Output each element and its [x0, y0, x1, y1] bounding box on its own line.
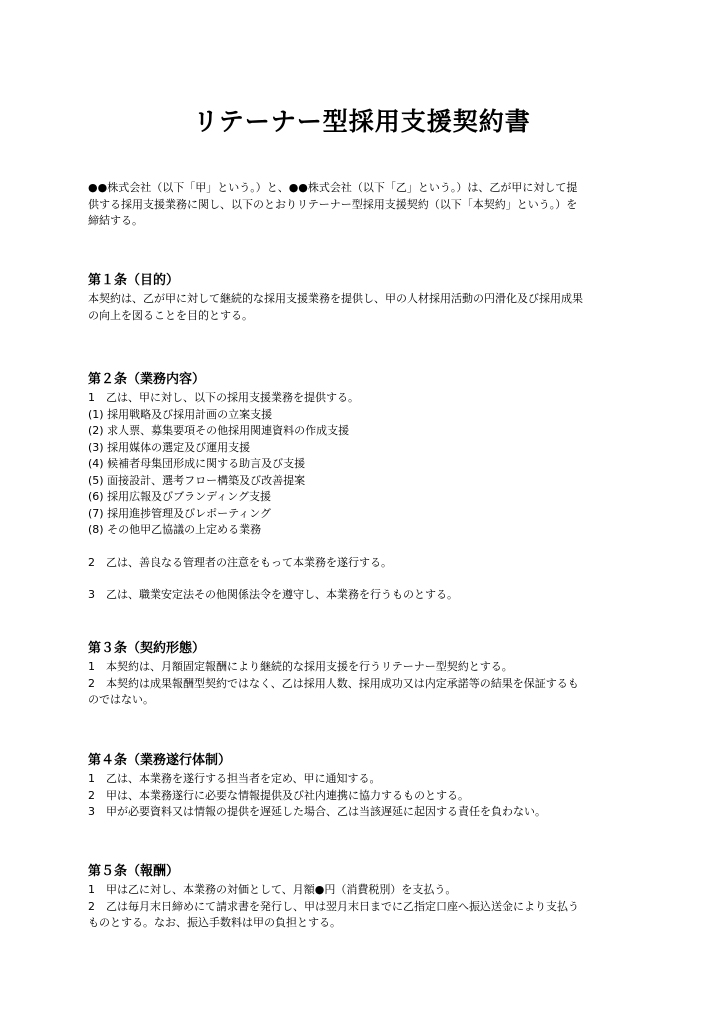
preamble-line: 締結する。 [88, 214, 143, 227]
article-5 [88, 863, 648, 932]
article-line: 2 乙は毎月末日締めにて請求書を発行し、甲は翌月末日までに乙指定口座へ振込送金により支払う [88, 899, 579, 913]
article-heading: 第４条（業務遂行体制） [88, 753, 232, 768]
article-line: 3 甲が必要資料又は情報の提供を遅延した場合、乙は当該遅延に起因する責任を負わない。 [88, 805, 546, 818]
article-heading: 第３条（契約形態） [88, 641, 206, 656]
article-1 [88, 272, 648, 324]
article-line: の向上を図ることを目的とする。 [88, 308, 253, 322]
article-line: 1 乙は、甲に対し、以下の採用支援業務を提供する。 [88, 391, 359, 404]
article-line: 本契約は、乙が甲に対して継続的な採用支援業務を提供し、甲の人材採用活動の円滑化及び採用成果 [88, 292, 583, 305]
article-4 [88, 752, 648, 821]
list-item: (5) 面接設計、選考フロー構築及び改善提案 [88, 473, 306, 487]
list-item: (8) その他甲乙協議の上定める業務 [88, 523, 262, 536]
preamble-line: ●●株式会社（以下「甲」という。）と、●●株式会社（以下「乙」という。）は、乙が甲に対して提 [88, 181, 578, 194]
preamble [88, 180, 648, 230]
article-line: 1 乙は、本業務を遂行する担当者を定め、甲に通知する。 [88, 772, 381, 785]
preamble-line: 供する採用支援業務に関し、以下のとおりリテーナー型採用支援契約（以下「本契約」という。）を [88, 197, 578, 211]
article-line: 1 本契約は、月額固定報酬により継続的な採用支援を行うリテーナー型契約とする。 [88, 660, 513, 673]
article-line: ものとする。なお、振込手数料は甲の負担とする。 [88, 916, 341, 929]
list-item: (2) 求人票、募集要項その他採用関連資料の作成支援 [88, 424, 350, 437]
article-paragraph: 2 乙は、善良なる管理者の注意をもって本業務を遂行する。 [88, 555, 392, 569]
article-line: 2 本契約は成果報酬型契約ではなく、乙は採用人数、採用成功又は内定承諾等の結果を保証するも [88, 676, 579, 690]
list-item: (1) 採用戦略及び採用計画の立案支援 [88, 407, 273, 421]
article-heading: 第１条（目的） [88, 273, 180, 288]
article-heading: 第５条（報酬） [88, 864, 180, 879]
article-line: のではない。 [88, 693, 154, 706]
document-title: リテーナー型採用支援契約書 [193, 107, 531, 136]
list-item: (6) 採用広報及びブランディング支援 [88, 490, 271, 503]
list-item: (4) 候補者母集団形成に関する助言及び支援 [88, 457, 306, 470]
list-item: (7) 採用進捗管理及びレポーティング [88, 506, 271, 520]
article-2 [88, 371, 648, 604]
article-3 [88, 640, 648, 709]
article-line: 2 甲は、本業務遂行に必要な情報提供及び社内連携に協力するものとする。 [88, 788, 469, 802]
article-line: 1 甲は乙に対し、本業務の対価として、月額●円（消費税別）を支払う。 [88, 883, 457, 896]
article-paragraph: 3 乙は、職業安定法その他関係法令を遵守し、本業務を行うものとする。 [88, 588, 458, 601]
list-item: (3) 採用媒体の選定及び運用支援 [88, 440, 251, 454]
article-heading: 第２条（業務内容） [88, 372, 206, 387]
